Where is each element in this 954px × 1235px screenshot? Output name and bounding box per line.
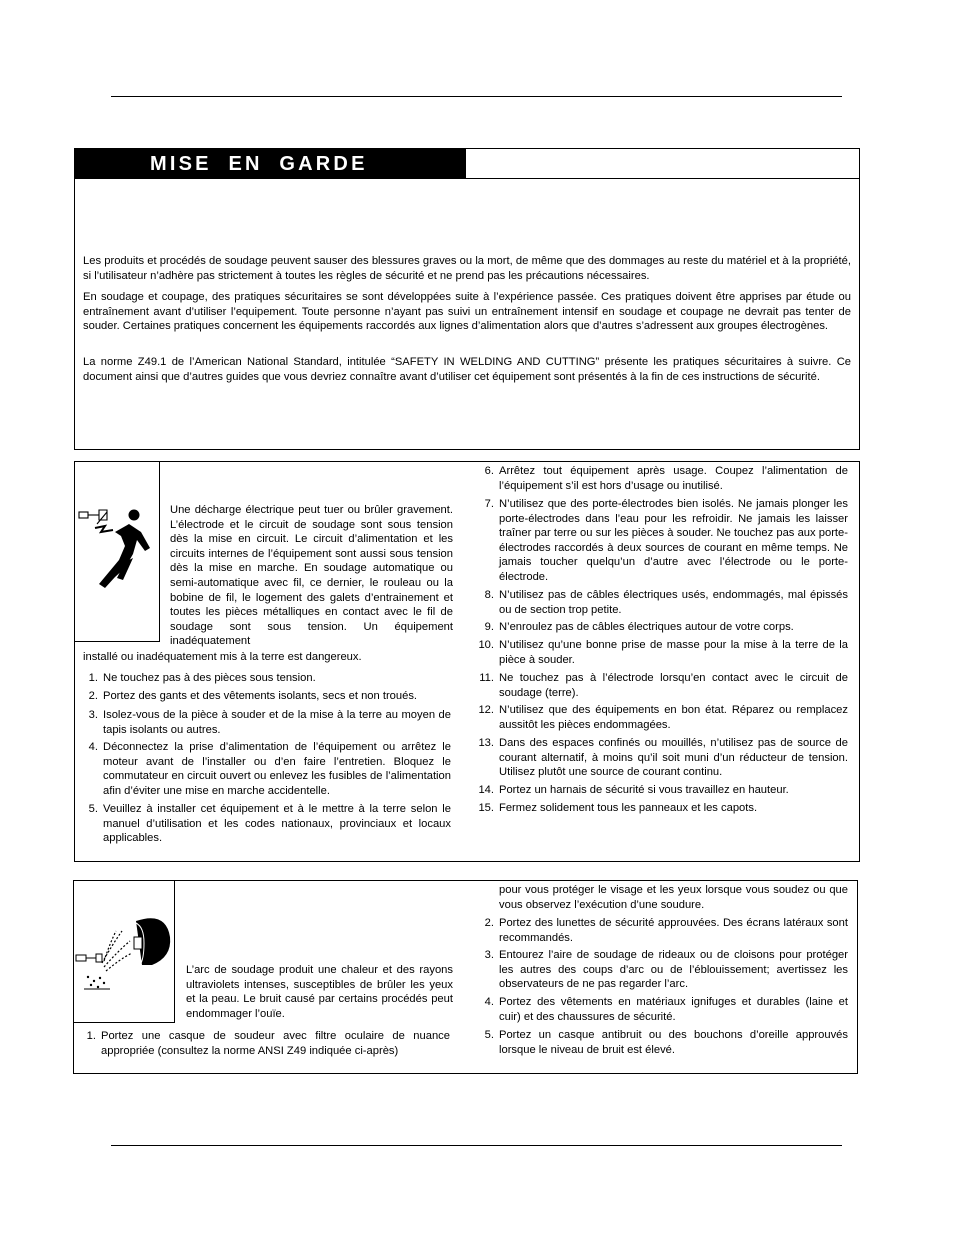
electric-icon-frame: [74, 461, 160, 642]
list-item: 15. Fermez solidement tous les panneaux et les capots.: [478, 802, 758, 814]
arc-intro: L’arc de soudage produit une chaleur et des rayons ultraviolets intenses, susceptibles de brûler les yeux et la peau. Le bruit causé par certains procédés peut endommager l’ouïe.: [186, 964, 453, 1020]
list-item: 1. Ne touchez pas à des pièces sous tension.: [88, 672, 316, 684]
list-item: 14. Portez un harnais de sécurité si vous travaillez en hauteur.: [478, 784, 789, 796]
list-item: 7. N’utilisez que des porte-électrodes bien isolés. Ne jamais plonger les porte-électrodes dans l’eau pour les refroidir. Ne jamais les laisser traîner par terre ou sur les pièces à souder. Ne touchez pas aux porte-électrodes raccordés à deux sources de courant en même temps. Ne jamais toucher quelqu’un d’autre avec l’électrode ou le porte-électrode.: [484, 498, 848, 583]
list-item: 9. N’enroulez pas de câbles électriques autour de votre corps.: [484, 621, 794, 633]
list-item: 11. Ne touchez pas à l’électrode lorsqu’en contact avec le circuit de soudage (terre).: [479, 672, 848, 699]
list-item: 1. Portez une casque de soudeur avec filtre oculaire de nuance appropriée (consultez la norme ANSI Z49 indiquée ci-après): [86, 1030, 450, 1057]
list-item: 3. Entourez l’aire de soudage de rideaux ou de cloisons pour protéger les autres des coups d’arc ou de l’éblouissement; avertissez les observateurs de ne pas regarder l’arc.: [484, 949, 848, 991]
electric-shock-box: [74, 461, 860, 862]
list-item: 5. Portez un casque antibruit ou des bouchons d’oreille approuvés lorsque le niveau de bruit est élevé.: [484, 1029, 848, 1056]
warning-heading-bar: [75, 149, 466, 179]
list-item: 10. N’utilisez qu’une bonne prise de masse pour la mise à la terre de la pièce à souder.: [478, 639, 848, 666]
warning-box: [74, 148, 860, 450]
electric-shock-icon: [75, 462, 159, 641]
list-item: 12. N’utilisez que des équipements en bon état. Réparez ou remplacez aussitôt les pièces endommagées.: [478, 704, 848, 731]
list-item: 13. Dans des espaces confinés ou mouillés, n’utilisez pas de source de courant alternatif, à moins qu’il soit muni d’un réducteur de tension. Utilisez plutôt une source de courant continu.: [478, 737, 848, 779]
list-item: 5. Veuillez à installer cet équipement et à le mettre à la terre selon le manuel d’utilisation et les codes nationaux, provinciaux et locaux applicables.: [88, 803, 451, 845]
list-item: 4. Portez des vêtements en matériaux ignifuges et durables (laine et cuir) et des chaussures de sécurité.: [484, 996, 848, 1023]
list-item: 6. Arrêtez tout équipement après usage. Coupez l’alimentation de l’équipement s’il est hors d’usage ou inutilisé.: [484, 465, 848, 492]
warning-paragraph-1: Les produits et procédés de soudage peuvent sauser des blessures graves ou la mort, de même que des dommages au reste du matériel et à la propriété, si l’utilisateur n’adhère pas strictement à toutes les règles de sécurité et ne prend pas les précautions nécessaires.: [83, 255, 851, 282]
warning-paragraph-2: En soudage et coupage, des pratiques sécuritaires se sont développées suite à l’expérience passée. Ces pratiques doivent être apprises par étude ou entraînement avant d’utiliser l’equipement. Toute personne n’ayant pas suivi un entraînement intensif en soudage et coupage ne devrait pas tenter de souder. Certaines pratiques concernent les équipements raccordés aux lignes d’alimentation alors que d’autres s’adressent aux groupes électrogènes.: [83, 291, 851, 333]
arc-rays-box: [73, 880, 858, 1074]
list-item: 4. Déconnectez la prise d’alimentation de l’équipement ou arrêtez le moteur avant de l’installer ou d’en faire l’entretien. Bloquez le commutateur en circuit ouvert ou enlevez les fusibles de l’alimentation afin d’éviter une mise en marche accidentelle.: [88, 741, 451, 797]
electric-intro: Une décharge électrique peut tuer ou brûler gravement. L’électrode et le circuit de soudage sont sous tension dès la mise en circuit. Le circuit d’alimentation et les circuits internes de l’équipement sont aussi sous tension dès la mise en marche. En soudage automatique ou semi-automatique avec fil, ce dernier, le rouleau ou la bobine de fil, le logement des galets d’entrainement et toutes les pièces métalliques en contact avec le fil de soudage sont sous tension. Un équipement inadéquatement: [170, 504, 453, 648]
arc-item1-continued: pour vous protéger le visage et les yeux lorsque vous soudez ou que vous observez l’exécution d’une soudure.: [499, 884, 848, 911]
warning-title: MISE EN GARDE: [150, 153, 368, 175]
warning-paragraph-3: La norme Z49.1 de l’American National Standard, intitulée “SAFETY IN WELDING AND CUTTING” présente les pratiques sécuritaires à suivre. Ce document ainsi que d’autres guides que vous devriez connaître avant d’utiliser cet équipement sont présentés à la fin de ces instructions de sécurité.: [83, 356, 851, 383]
header-rule: [111, 96, 842, 97]
arc-rays-helmet-icon: [74, 881, 174, 1022]
footer-rule: [111, 1145, 842, 1146]
list-item: 2. Portez des lunettes de sécurité approuvées. Des écrans latéraux sont recommandés.: [484, 917, 848, 944]
list-item: 2. Portez des gants et des vêtements isolants, secs et non troués.: [88, 690, 418, 702]
list-item: 8. N’utilisez pas de câbles électriques usés, endommagés, mal épissés ou de section trop petite.: [484, 589, 848, 616]
warning-heading-line: [75, 178, 859, 179]
electric-intro-end: installé ou inadéquatement mis à la terre est dangereux.: [83, 651, 362, 663]
arc-icon-frame: [73, 880, 175, 1023]
list-item: 3. Isolez-vous de la pièce à souder et de la mise à la terre au moyen de tapis isolants ou autres.: [88, 709, 451, 736]
